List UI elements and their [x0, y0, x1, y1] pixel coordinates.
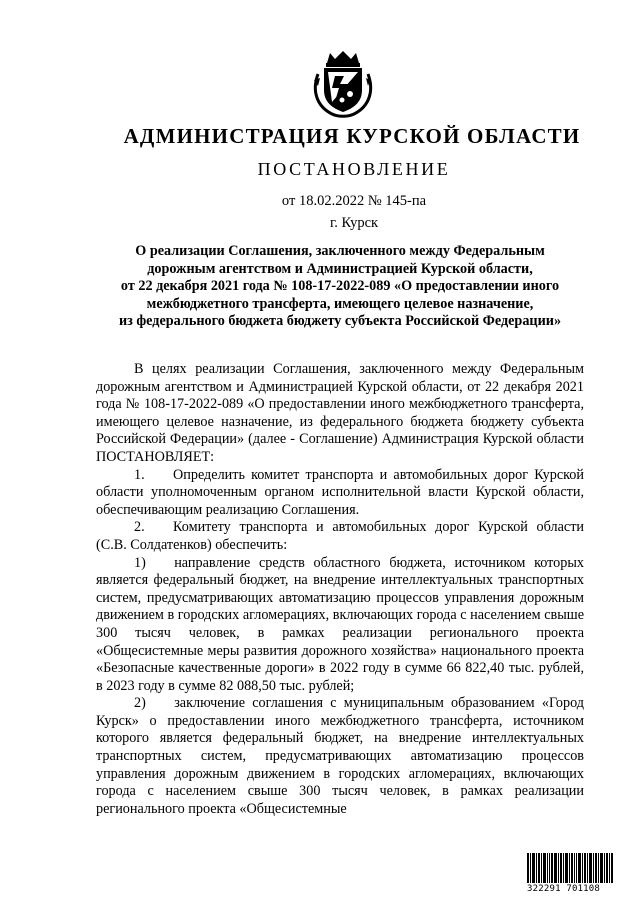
document-date: от 18.02.2022 № 145-па: [281, 193, 427, 209]
clause-1-paragraph: 1. Определить комитет транспорта и автомобильных дорог Курской области уполномоченным органом исполнительной власти Курской области, обеспечивающим реализацию Соглашения.: [96, 466, 584, 518]
kursk-coat-of-arms-icon: [310, 50, 376, 118]
heading-line: от 22 декабря 2021 года № 108-17-2022-089 «О предоставлении иного: [120, 278, 560, 295]
subclause-1-paragraph: 1) направление средств областного бюджета, источником которых является федеральный бюджет, на внедрение интеллектуальных транспортных систем, предусматривающих автоматизацию процессов управления дорожным движением в городских агломерациях, включающих города с населением свыше 300 тысяч человек, в рамках реализации регионального проекта «Общесистемные меры развития дорожного хозяйства» национального проекта «Безопасные качественные дороги» в 2022 году в сумме 66 822,40 тыс. рублей, в 2023 году в сумме 82 088,50 тыс. рублей;: [96, 554, 584, 694]
subclause-2-paragraph: 2) заключение соглашения с муниципальным образованием «Город Курск» о предоставлении иного межбюджетного трансферта, источником которого является федеральный бюджет, на внедрение интеллектуальных транспортных систем, предусматривающих автоматизацию процессов управления дорожным движением в городских агломерациях, включающих города с населением свыше 300 тысяч человек, в рамках реализации регионального проекта «Общесистемные: [96, 695, 584, 817]
heading-line: из федерального бюджета бюджету субъекта Российской Федерации»: [118, 313, 562, 330]
document-city: г. Курск: [329, 215, 379, 231]
heading-line: О реализации Соглашения, заключенного между Федеральным: [135, 243, 545, 259]
heading-line: дорожным агентством и Администрацией Курской области,: [147, 260, 533, 277]
heading-line: межбюджетного трансферта, имеющего целевое назначение,: [146, 295, 534, 312]
preamble-paragraph: В целях реализации Соглашения, заключенного между Федеральным дорожным агентством и Администрацией Курской области, от 22 декабря 2021 года № 108-17-2022-089 «О предоставлении иного межбюджетного трансферта, имеющего целевое назначение, из федерального бюджета бюджету субъекта Российской Федерации» (далее - Соглашение) Администрация Курской области ПОСТАНОВЛЯЕТ:: [96, 361, 584, 465]
document-title: АДМИНИСТРАЦИЯ КУРСКОЙ ОБЛАСТИ: [123, 124, 581, 148]
resolution-heading: [92, 243, 588, 331]
barcode-number: 322291 701108: [527, 884, 601, 894]
document-subtitle: ПОСТАНОВЛЕНИЕ: [257, 159, 451, 179]
barcode-icon: [527, 853, 613, 887]
document-body: [96, 361, 584, 818]
clause-2-paragraph: 2. Комитету транспорта и автомобильных дорог Курской области (С.В. Солдатенков) обеспечить:: [96, 519, 584, 553]
